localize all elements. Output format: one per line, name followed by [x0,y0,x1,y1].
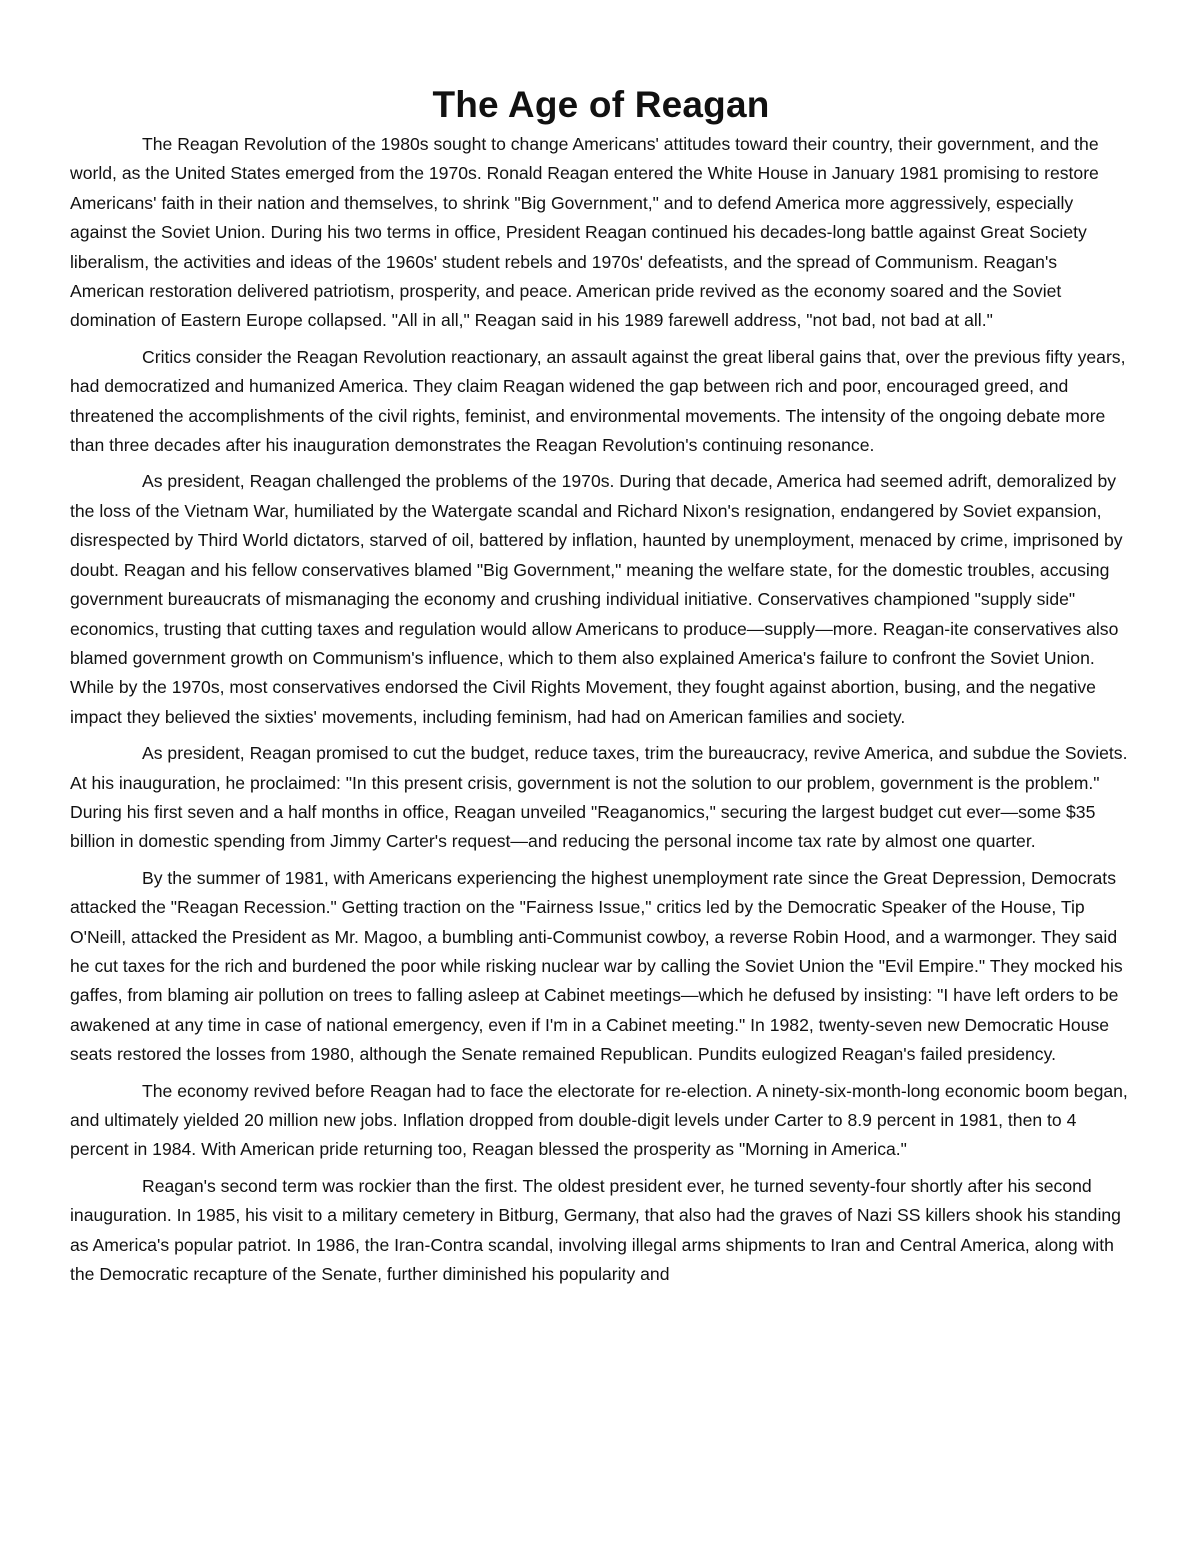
paragraph-3: As president, Reagan challenged the problems of the 1970s. During that decade, America had seemed adrift, demoralized by the loss of the Vietnam War, humiliated by the Watergate scandal and Richard Nixon's resignation, endangered by Soviet expansion, disrespected by Third World dictators, starved of oil, battered by inflation, haunted by unemployment, menaced by crime, imprisoned by doubt. Reagan and his fellow conservatives blamed "Big Government," meaning the welfare state, for the domestic troubles, accusing government bureaucrats of mismanaging the economy and crushing individual initiative. Conservatives championed "supply side" economics, trusting that cutting taxes and regulation would allow Americans to produce—supply—more. Reagan-ite conservatives also blamed government growth on Communism's influence, which to them also explained America's failure to confront the Soviet Union. While by the 1970s, most conservatives endorsed the Civil Rights Movement, they fought against abortion, busing, and the negative impact they believed the sixties' movements, including feminism, had had on American families and society. [70,471,1123,727]
paragraph-1: The Reagan Revolution of the 1980s sought to change Americans' attitudes toward their country, their government, and the world, as the United States emerged from the 1970s. Ronald Reagan entered the White House in January 1981 promising to restore Americans' faith in their nation and themselves, to shrink "Big Government," and to defend America more aggressively, especially against the Soviet Union. During his two terms in office, President Reagan continued his decades-long battle against Great Society liberalism, the activities and ideas of the 1960s' student rebels and 1970s' defeatists, and the spread of Communism. Reagan's American restoration delivered patriotism, prosperity, and peace. American pride revived as the economy soared and the Soviet domination of Eastern Europe collapsed. "All in all," Reagan said in his 1989 farewell address, "not bad, not bad at all." [70,134,1099,331]
document-title: The Age of Reagan [432,84,770,125]
paragraph-2: Critics consider the Reagan Revolution reactionary, an assault against the great liberal gains that, over the previous fifty years, had democratized and humanized America. They claim Reagan widened the gap between rich and poor, encouraged greed, and threatened the accomplishments of the civil rights, feminist, and environmental movements. The intensity of the ongoing debate more than three decades after his inauguration demonstrates the Reagan Revolution's continuing resonance. [70,346,1126,456]
paragraph-6: The economy revived before Reagan had to face the electorate for re-election. A ninety-six-month-long economic boom began, and ultimately yielded 20 million new jobs. Inflation dropped from double-digit levels under Carter to 8.9 percent in 1981, then to 4 percent in 1984. With American pride returning too, Reagan blessed the prosperity as "Morning in America." [70,1080,1128,1160]
paragraph-7: Reagan's second term was rockier than the first. The oldest president ever, he turned seventy-four shortly after his second inauguration. In 1985, his visit to a military cemetery in Bitburg, Germany, that also had the graves of Nazi SS killers shook his standing as America's popular patriot. In 1986, the Iran-Contra scandal, involving illegal arms shipments to Iran and Central America, along with the Democratic recapture of the Senate, further diminished his popularity and [70,1175,1121,1285]
paragraph-4: As president, Reagan promised to cut the budget, reduce taxes, trim the bureaucracy, revive America, and subdue the Soviets. At his inauguration, he proclaimed: "In this present crisis, government is not the solution to our problem, government is the problem." During his first seven and a half months in office, Reagan unveiled "Reaganomics," securing the largest budget cut ever—some $35 billion in domestic spending from Jimmy Carter's request—and reducing the personal income tax rate by almost one quarter. [70,743,1128,852]
paragraph-5: By the summer of 1981, with Americans experiencing the highest unemployment rate since the Great Depression, Democrats attacked the "Reagan Recession." Getting traction on the "Fairness Issue," critics led by the Democratic Speaker of the House, Tip O'Neill, attacked the President as Mr. Magoo, a bumbling anti-Communist cowboy, a reverse Robin Hood, and a warmonger. They said he cut taxes for the rich and burdened the poor while risking nuclear war by calling the Soviet Union the "Evil Empire." They mocked his gaffes, from blaming air pollution on trees to falling asleep at Cabinet meetings—which he defused by insisting: "I have left orders to be awakened at any time in case of national emergency, even if I'm in a Cabinet meeting." In 1982, twenty-seven new Democratic House seats restored the losses from 1980, although the Senate remained Republican. Pundits eulogized Reagan's failed presidency. [70,867,1123,1065]
document-page [70,84,1132,1296]
